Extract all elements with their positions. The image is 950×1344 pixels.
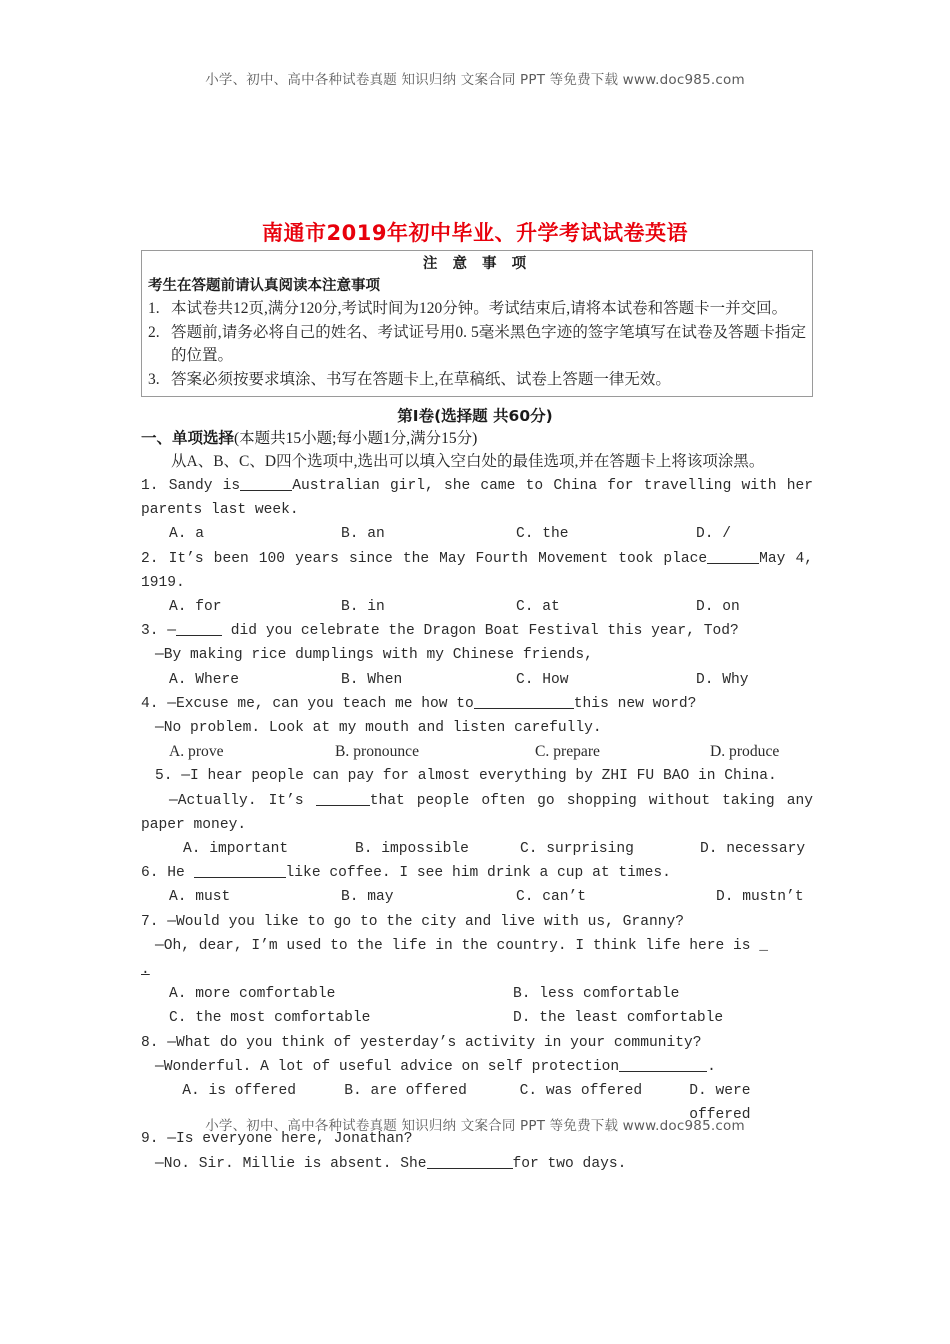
option-a[interactable]: A. prove	[169, 743, 224, 761]
notice-box	[141, 250, 813, 397]
question-stem	[141, 619, 813, 643]
option-a[interactable]: A. more comfortable	[169, 986, 336, 1003]
answer-blank[interactable]	[619, 1071, 707, 1072]
option-c[interactable]: C. the most comfortable	[169, 1010, 371, 1027]
question-number: 2.	[141, 550, 159, 567]
notice-item-number: 2.	[148, 323, 160, 341]
question-number: 5.	[155, 768, 173, 785]
notice-item-number: 1.	[148, 300, 160, 317]
option-c[interactable]: C. the	[516, 526, 569, 543]
option-c[interactable]: C. prepare	[535, 743, 600, 761]
promo-banner-bottom: 小学、初中、高中各种试卷真题 知识归纳 文案合同 PPT 等免费下载 www.doc985.com	[205, 1118, 745, 1134]
option-d[interactable]: D. Why	[696, 671, 749, 688]
question-2	[141, 547, 813, 620]
answer-blank[interactable]	[707, 563, 759, 564]
question-reply: —No problem. Look at my mouth and listen carefully.	[155, 720, 602, 737]
notice-heading: 注 意 事 项	[422, 256, 532, 272]
reply-before-blank: —Actually. It’s	[169, 792, 316, 809]
option-b[interactable]: B. may	[341, 889, 394, 906]
stem-text: —I hear people can pay for almost everything by ZHI FU BAO in China.	[172, 768, 777, 785]
stem-text: —Is everyone here, Jonathan?	[158, 1131, 413, 1148]
question-reply	[141, 789, 813, 837]
option-c[interactable]: C. was offered	[519, 1083, 643, 1100]
notice-item	[148, 368, 806, 392]
question-reply	[141, 1152, 813, 1176]
stem-after-blank: like coffee. I see him drink a cup at times.	[285, 865, 671, 882]
question-7	[141, 910, 813, 1031]
answer-blank[interactable]	[240, 490, 292, 491]
option-d[interactable]: D. were offered	[689, 1083, 751, 1124]
reply-after-blank: that people often go shopping without taking any paper money.	[141, 792, 814, 833]
answer-blank[interactable]	[427, 1168, 513, 1169]
stem-before-blank: —Excuse me, can you teach me how to	[158, 695, 474, 712]
option-d[interactable]: D. mustn’t	[716, 889, 804, 906]
notice-item-text: 答案必须按要求填涂、书写在答题卡上,在草稿纸、试卷上答题一律无效。	[171, 370, 671, 388]
exam-body	[141, 427, 813, 1176]
stem-after-blank: this new word?	[573, 695, 697, 712]
section-score-note: (本题共15小题;每小题1分,满分15分)	[234, 430, 478, 447]
notice-item-text: 答题前,请务必将自己的姓名、考试证号用0. 5毫米黑色字迹的签字笔填写在试卷及答题卡指定的位置。	[171, 323, 806, 364]
question-stem	[141, 474, 813, 522]
answer-blank[interactable]	[316, 805, 370, 806]
question-options	[141, 740, 813, 764]
question-reply: —Oh, dear, I’m used to the life in the country. I think life here is _	[155, 937, 769, 954]
stem-text: —What do you think of yesterday’s activity in your community?	[158, 1034, 702, 1051]
option-c[interactable]: C. at	[516, 599, 560, 616]
notice-item	[148, 321, 806, 368]
question-4	[141, 692, 813, 765]
section-instruction: 从A、B、C、D四个选项中,选出可以填入空白处的最佳选项,并在答题卡上将该项涂黑。	[171, 453, 765, 470]
notice-subheading: 考生在答题前请认真阅读本注意事项	[148, 278, 380, 294]
notice-item-text: 本试卷共12页,满分120分,考试时间为120分钟。考试结束后,请将本试卷和答题卡一并交回。	[171, 300, 788, 317]
question-options	[141, 595, 813, 619]
volume-header: 第Ⅰ卷(选择题 共60分)	[397, 407, 553, 425]
stem-after-blank: May 4, 1919.	[141, 550, 814, 591]
option-d[interactable]: D. on	[696, 599, 740, 616]
stem-after-blank: Australian girl, she came to China for travelling with her parents last week.	[141, 478, 813, 519]
question-number: 9.	[141, 1131, 159, 1148]
question-reply-tail: .	[141, 962, 150, 979]
option-a[interactable]: A. a	[169, 526, 205, 543]
question-6	[141, 861, 813, 909]
question-options	[141, 885, 813, 909]
reply-before-blank: —No. Sir. Millie is absent. She	[155, 1155, 427, 1172]
option-d[interactable]: D. the least comfortable	[513, 1010, 724, 1027]
question-8	[141, 1031, 813, 1128]
question-number: 7.	[141, 913, 159, 930]
question-options-row-1	[141, 982, 813, 1006]
question-stem	[141, 910, 813, 934]
answer-blank[interactable]	[176, 635, 222, 636]
question-stem	[141, 547, 813, 595]
stem-before-blank: He	[158, 865, 194, 882]
question-3	[141, 619, 813, 692]
stem-text: —Would you like to go to the city and live with us, Granny?	[158, 913, 684, 930]
option-c[interactable]: C. surprising	[520, 841, 634, 858]
option-a[interactable]: A. for	[169, 599, 222, 616]
option-d[interactable]: D. produce	[710, 743, 780, 761]
question-number: 8.	[141, 1034, 159, 1051]
reply-after-blank: for two days.	[512, 1155, 627, 1172]
notice-list	[148, 297, 806, 391]
option-c[interactable]: C. How	[516, 671, 569, 688]
option-b[interactable]: B. are offered	[344, 1083, 467, 1100]
question-stem	[141, 861, 813, 885]
notice-item	[148, 297, 806, 321]
option-a[interactable]: A. is offered	[182, 1083, 297, 1100]
question-stem	[141, 1031, 813, 1055]
question-9	[141, 1127, 813, 1175]
question-options	[141, 837, 813, 861]
question-number: 6.	[141, 865, 159, 882]
option-b[interactable]: B. impossible	[355, 841, 469, 858]
question-1	[141, 474, 813, 547]
question-stem	[141, 692, 813, 716]
option-a[interactable]: A. must	[169, 889, 231, 906]
option-d[interactable]: D. necessary	[700, 841, 806, 858]
question-options	[141, 668, 813, 692]
option-b[interactable]: B. an	[341, 526, 385, 543]
stem-before-blank: Sandy is	[158, 478, 241, 494]
question-stem	[141, 764, 813, 788]
stem-before-blank: It’s been 100 years since the May Fourth Movement took place	[158, 550, 708, 567]
question-options-row-2	[141, 1006, 813, 1030]
reply-before-blank: —Wonderful. A lot of useful advice on self protection	[155, 1058, 620, 1075]
question-number: 4.	[141, 695, 159, 712]
question-number: 1.	[141, 478, 159, 494]
promo-banner-top: 小学、初中、高中各种试卷真题 知识归纳 文案合同 PPT 等免费下载 www.doc985.com	[205, 72, 745, 88]
notice-item-number: 3.	[148, 370, 160, 388]
question-reply: —By making rice dumplings with my Chinese friends,	[155, 647, 593, 664]
question-number: 3.	[141, 623, 159, 640]
section-label: 一、单项选择	[141, 429, 235, 447]
option-b[interactable]: B. less comfortable	[513, 986, 680, 1003]
reply-after-blank: .	[707, 1058, 716, 1075]
stem-before-blank: —	[158, 623, 177, 640]
question-reply	[141, 1055, 813, 1079]
option-b[interactable]: B. When	[341, 671, 403, 688]
option-c[interactable]: C. can’t	[516, 889, 587, 906]
page-title: 南通市2019年初中毕业、升学考试试卷英语	[262, 221, 688, 245]
option-b[interactable]: B. in	[341, 599, 385, 616]
option-d[interactable]: D. /	[696, 526, 732, 543]
answer-blank[interactable]	[194, 877, 286, 878]
option-a[interactable]: A. Where	[169, 671, 240, 688]
question-options	[141, 522, 813, 546]
answer-blank[interactable]	[474, 708, 574, 709]
question-5	[141, 764, 813, 861]
option-b[interactable]: B. pronounce	[335, 743, 420, 761]
section-title	[141, 427, 813, 450]
stem-after-blank: did you celebrate the Dragon Boat Festival this year, Tod?	[222, 623, 739, 640]
option-a[interactable]: A. important	[183, 841, 289, 858]
